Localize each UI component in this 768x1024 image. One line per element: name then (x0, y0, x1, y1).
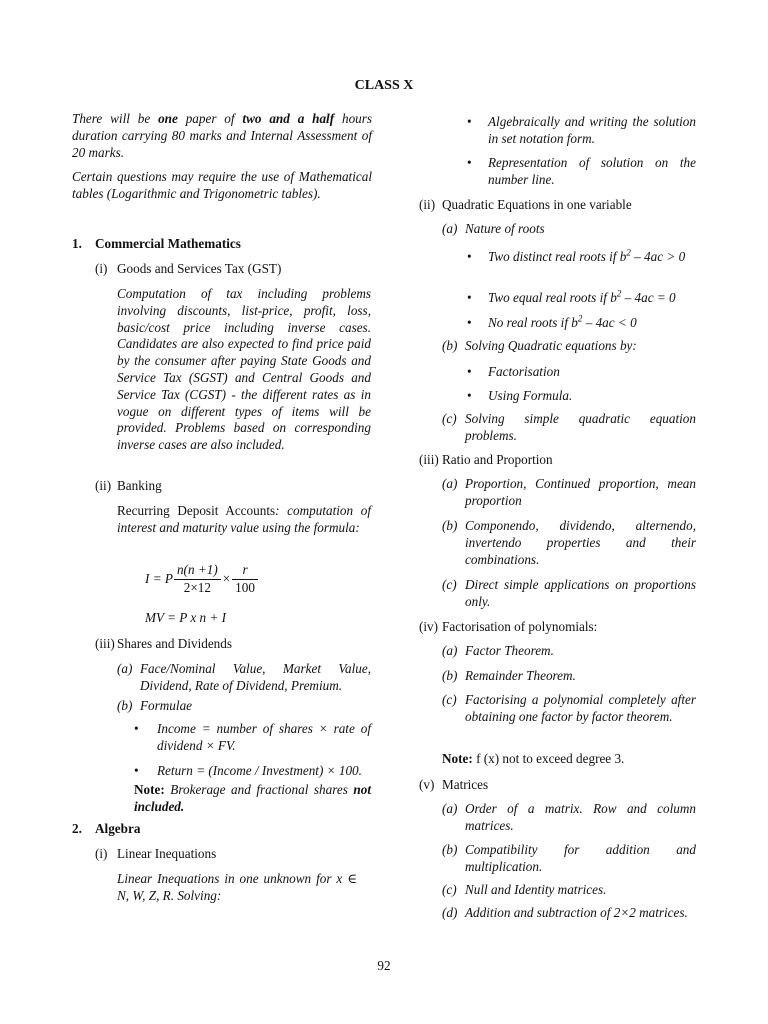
tables-paragraph: Certain questions may require the use of Mathematical tables (Logarithmic and Trigonometric tables). (72, 169, 372, 201)
gst-number: (i) (95, 261, 108, 276)
note-label: Note: (134, 782, 165, 797)
intro-text: There will be (72, 111, 159, 126)
no-real-roots-item (488, 315, 698, 332)
recurring-deposit-text (117, 503, 371, 537)
algebraic-solution-item: Algebraically and writing the solution in set notation form. (488, 114, 696, 146)
equal-roots-condition: – 4ac = 0 (621, 290, 676, 305)
mx-c-text: Null and Identity matrices. (465, 882, 607, 897)
qe-a-label: (a) (442, 221, 458, 236)
rp-c-label: (c) (442, 577, 457, 592)
formula-fraction-2 (232, 562, 258, 597)
bullet-icon: • (467, 290, 472, 305)
factorisation-number: (iv) (419, 619, 439, 634)
intro-bold-one: one (158, 111, 178, 126)
note-text: f (x) not to exceed degree 3. (472, 751, 625, 766)
mx-b-text: Compatibility for addition and multiplication. (465, 842, 696, 874)
intro-bold-duration: two and a half (242, 111, 335, 126)
note-label: Note: (442, 751, 473, 766)
banking-title: Banking (117, 478, 162, 493)
bullet-icon: • (467, 364, 472, 379)
formula-numerator-1: n(n +1) (174, 562, 221, 580)
note-bold-text: not included. (134, 782, 371, 814)
rd-body: : computation of interest and maturity value using the formula: (117, 503, 371, 535)
formula-lhs: I = P (145, 570, 173, 586)
distinct-roots-condition: – 4ac > 0 (630, 249, 686, 264)
formula-numerator-2: r (232, 562, 258, 580)
mx-a-text: Order of a matrix. Row and column matrices. (465, 801, 696, 833)
equal-roots-item (488, 290, 698, 307)
gst-title: Goods and Services Tax (GST) (117, 261, 282, 276)
ratio-number: (iii) (419, 452, 439, 467)
qe-c-label: (c) (442, 411, 457, 426)
linear-inequations-body: Linear Inequations in one unknown for x ∈ N, W, Z, R. Solving: (117, 871, 357, 903)
mx-d-label: (d) (442, 905, 458, 920)
distinct-roots-text: Two distinct real roots if b (488, 249, 627, 264)
return-formula: Return = (Income / Investment) × 100. (157, 763, 362, 778)
section-1-number: 1. (72, 236, 82, 251)
rp-c-text: Direct simple applications on proportions only. (465, 577, 696, 609)
section-1-heading: Commercial Mathematics (95, 236, 241, 251)
no-real-roots-condition: – 4ac < 0 (582, 315, 637, 330)
shares-b-label: (b) (117, 698, 133, 713)
formula-denominator-2: 100 (235, 579, 255, 595)
section-2-number: 2. (72, 821, 82, 836)
exponent: 2 (626, 247, 631, 258)
bullet-icon: • (467, 388, 472, 403)
nature-of-roots: Nature of roots (465, 221, 545, 236)
solving-quadratic: Solving Quadratic equations by: (465, 338, 637, 353)
formula-fraction-1 (174, 562, 221, 597)
intro-paragraph (72, 111, 372, 161)
equal-roots-text: Two equal real roots if b (488, 290, 617, 305)
using-formula-item: Using Formula. (488, 388, 573, 403)
shares-a-text: Face/Nominal Value, Market Value, Dividend, Rate of Dividend, Premium. (140, 661, 371, 693)
intro-text: hours duration carrying 80 marks and Internal Assessment of 20 marks. (72, 111, 373, 160)
no-real-roots-text: No real roots if b (488, 315, 578, 330)
maturity-value-formula: MV = P x n + I (145, 610, 227, 625)
bullet-icon: • (467, 315, 472, 330)
exponent: 2 (577, 313, 583, 324)
quadratic-title: Quadratic Equations in one variable (442, 197, 632, 212)
formula-denominator-1: 2×12 (183, 579, 211, 595)
mx-d-text: Addition and subtraction of 2×2 matrices. (465, 905, 688, 920)
shares-note (134, 782, 371, 816)
bullet-icon: • (467, 249, 472, 264)
page-title: CLASS X (354, 78, 414, 93)
formula-times: × (222, 570, 231, 586)
shares-a-label: (a) (117, 661, 133, 676)
rd-label: Recurring Deposit Accounts (117, 503, 276, 518)
bullet-icon: • (134, 721, 139, 736)
rp-a-text: Proportion, Continued proportion, mean proportion (465, 476, 696, 508)
factorisation-title: Factorisation of polynomials: (442, 619, 598, 634)
rp-b-label: (b) (442, 518, 458, 533)
factorisation-item: Factorisation (488, 364, 560, 379)
matrices-title: Matrices (442, 777, 489, 792)
degree-note (442, 751, 624, 768)
linear-inequations-number: (i) (95, 846, 108, 861)
number-line-item: Representation of solution on the number line. (488, 155, 696, 187)
fp-b-label: (b) (442, 668, 458, 683)
fp-c-label: (c) (442, 692, 457, 707)
section-2-heading: Algebra (95, 821, 141, 836)
ratio-title: Ratio and Proportion (442, 452, 553, 467)
matrices-number: (v) (419, 777, 435, 792)
exponent: 2 (616, 288, 622, 299)
distinct-roots-item (488, 249, 696, 266)
fp-c-text: Factorising a polynomial completely after obtaining one factor by factor theorem. (465, 692, 696, 724)
gst-body: Computation of tax including problems involving discounts, list-price, profit, loss, basic/cost price including inverse cases. Candidates are also expected to find price paid by the consumer after paying State Goods and Service Tax (SGST) and Central Goods and Service Tax (CGST) - the different rates as in vogue on different types of items will be provided. Problems based on corresponding inverse cases are also included. (117, 286, 371, 453)
shares-title: Shares and Dividends (117, 636, 233, 651)
rp-a-label: (a) (442, 476, 458, 491)
qe-b-label: (b) (442, 338, 458, 353)
fp-a-label: (a) (442, 643, 458, 658)
mx-c-label: (c) (442, 882, 457, 897)
rp-b-text: Componendo, dividendo, alternendo, invertendo properties and their combinations. (465, 518, 696, 567)
intro-text: paper of (177, 111, 243, 126)
linear-inequations-title: Linear Inequations (117, 846, 217, 861)
quadratic-number: (ii) (419, 197, 436, 212)
fp-b-text: Remainder Theorem. (465, 668, 576, 683)
note-text: Brokerage and fractional shares (164, 782, 354, 797)
bullet-icon: • (467, 114, 472, 129)
bullet-icon: • (134, 763, 139, 778)
page-number: 92 (377, 958, 391, 973)
shares-b-text: Formulae (140, 698, 193, 713)
fp-a-text: Factor Theorem. (465, 643, 554, 658)
bullet-icon: • (467, 155, 472, 170)
mx-a-label: (a) (442, 801, 458, 816)
qe-c-text: Solving simple quadratic equation problems. (465, 411, 696, 443)
income-formula: Income = number of shares × rate of dividend × FV. (157, 721, 371, 753)
banking-number: (ii) (95, 478, 112, 493)
interest-formula (145, 562, 258, 597)
shares-number: (iii) (95, 636, 115, 651)
mx-b-label: (b) (442, 842, 458, 857)
